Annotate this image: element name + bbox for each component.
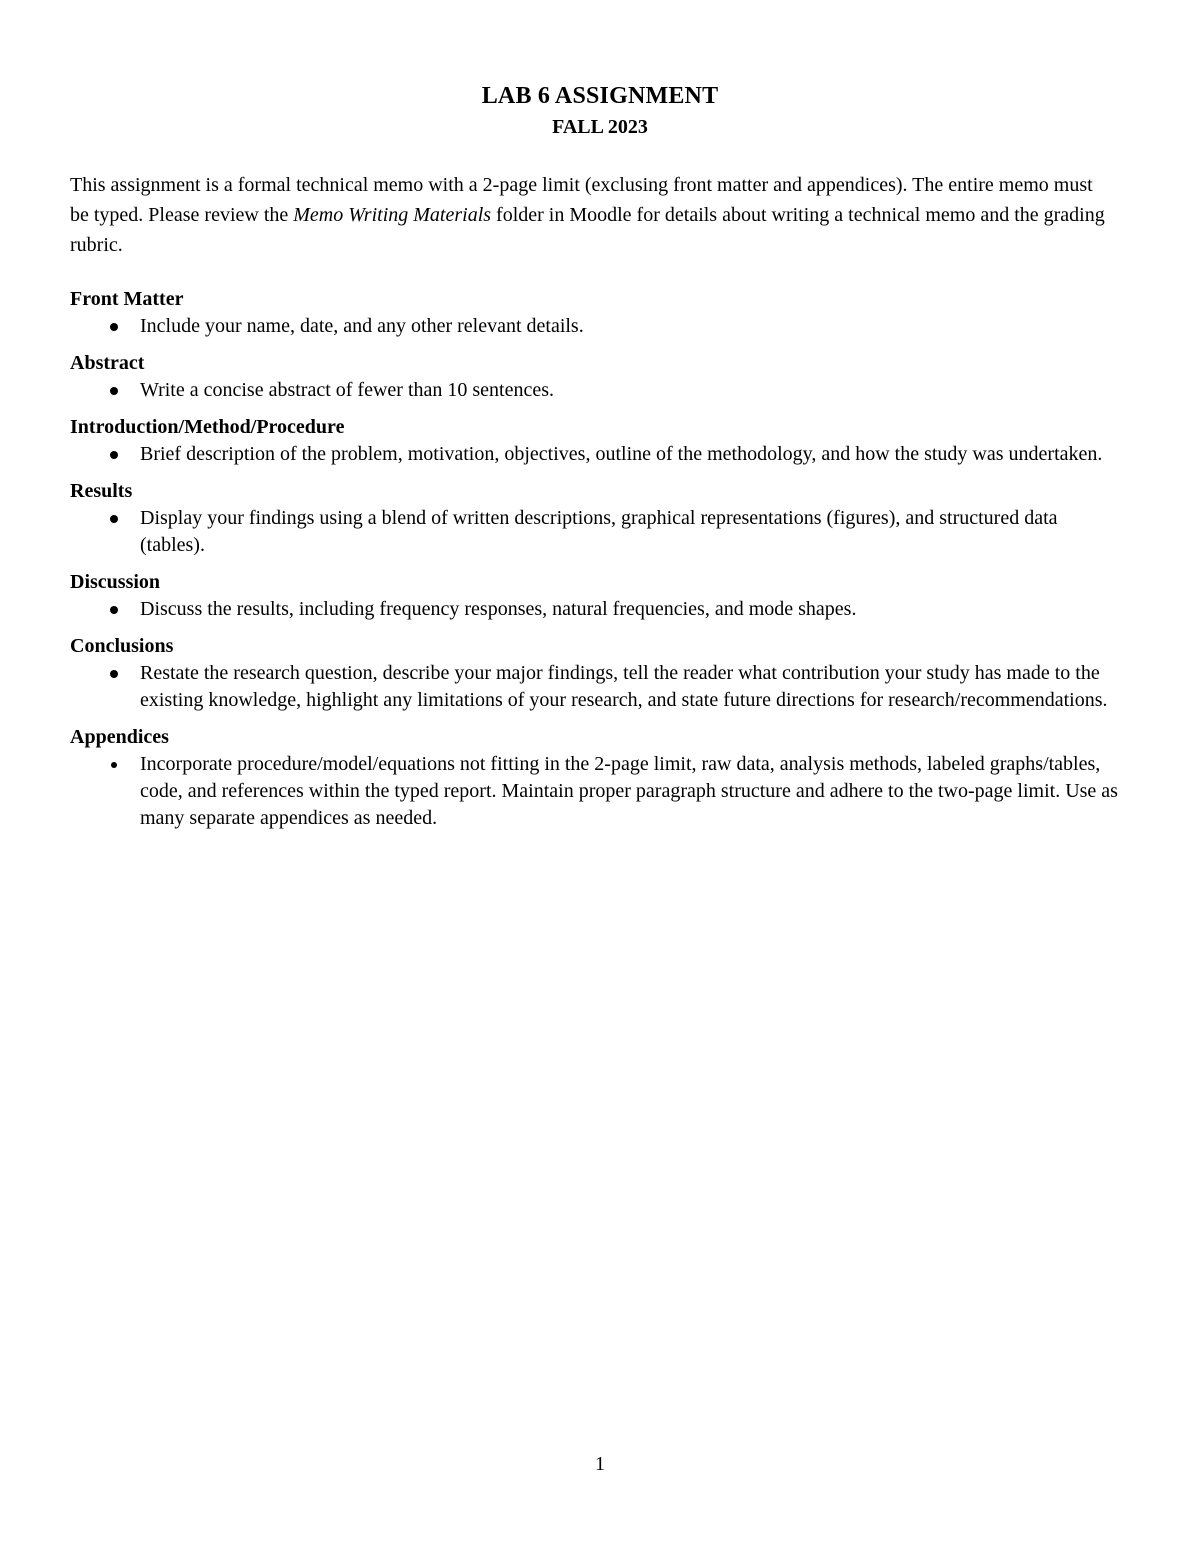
section-conclusions xyxy=(70,633,1130,714)
section-heading: Conclusions xyxy=(70,635,174,657)
bullet-list xyxy=(70,505,1130,559)
section-introduction-method-procedure xyxy=(70,414,1130,468)
bullet-dot-icon xyxy=(111,762,117,768)
list-item-text: Discuss the results, including frequency responses, natural frequencies, and mode shapes. xyxy=(140,598,857,620)
bullet-dot-icon xyxy=(110,387,118,395)
bullet-list xyxy=(70,751,1130,832)
list-item xyxy=(70,441,1130,468)
intro-paragraph xyxy=(70,170,1130,260)
list-item-text: Incorporate procedure/model/equations not fitting in the 2-page limit, raw data, analysis methods, labeled graphs/tables, code, and references within the typed report. Maintain proper paragraph structure and adhere to the two-page limit. Use as many separate appendices as needed. xyxy=(140,753,1118,829)
section-appendices xyxy=(70,724,1130,832)
list-item-text: Write a concise abstract of fewer than 10 sentences. xyxy=(140,379,555,401)
bullet-list xyxy=(70,377,1130,404)
list-item xyxy=(70,377,1130,404)
intro-italic-folder-name: Memo Writing Materials xyxy=(293,204,492,226)
bullet-dot-icon xyxy=(110,451,118,459)
intro-text-start: This assignment is a formal technical memo with a 2-page limit (exclusing front matter and appendices). The entire memo must be typed. Please review the xyxy=(70,174,1093,226)
section-heading: Introduction/Method/Procedure xyxy=(70,416,345,438)
list-item xyxy=(70,660,1130,714)
intro-text-end: folder in Moodle for details about writing a technical memo and the grading rubric. xyxy=(70,204,1105,256)
section-heading: Abstract xyxy=(70,352,145,374)
section-discussion xyxy=(70,569,1130,623)
bullet-dot-icon xyxy=(110,670,118,678)
bullet-list xyxy=(70,441,1130,468)
document-title: LAB 6 ASSIGNMENT xyxy=(481,83,719,109)
section-abstract xyxy=(70,350,1130,404)
bullet-list xyxy=(70,313,1130,340)
page-number: 1 xyxy=(595,1453,605,1475)
section-heading: Results xyxy=(70,480,133,502)
list-item xyxy=(70,596,1130,623)
bullet-list xyxy=(70,596,1130,623)
bullet-dot-icon xyxy=(110,606,118,614)
section-results xyxy=(70,478,1130,559)
list-item xyxy=(70,313,1130,340)
bullet-list xyxy=(70,660,1130,714)
document-subtitle: FALL 2023 xyxy=(552,116,648,138)
section-heading: Appendices xyxy=(70,726,169,748)
bullet-dot-icon xyxy=(110,515,118,523)
list-item-text: Restate the research question, describe your major findings, tell the reader what contribution your study has made to the existing knowledge, highlight any limitations of your research, and state future directions for research/recommendations. xyxy=(140,662,1108,711)
list-item-text: Display your findings using a blend of written descriptions, graphical representations (figures), and structured data (tables). xyxy=(140,507,1058,556)
section-heading: Front Matter xyxy=(70,288,184,310)
list-item-text: Brief description of the problem, motivation, objectives, outline of the methodology, and how the study was undertaken. xyxy=(140,443,1103,465)
list-item xyxy=(70,505,1130,559)
section-heading: Discussion xyxy=(70,571,161,593)
bullet-dot-icon xyxy=(110,323,118,331)
section-front-matter xyxy=(70,286,1130,340)
list-item-text: Include your name, date, and any other relevant details. xyxy=(140,315,584,337)
list-item xyxy=(70,751,1130,832)
